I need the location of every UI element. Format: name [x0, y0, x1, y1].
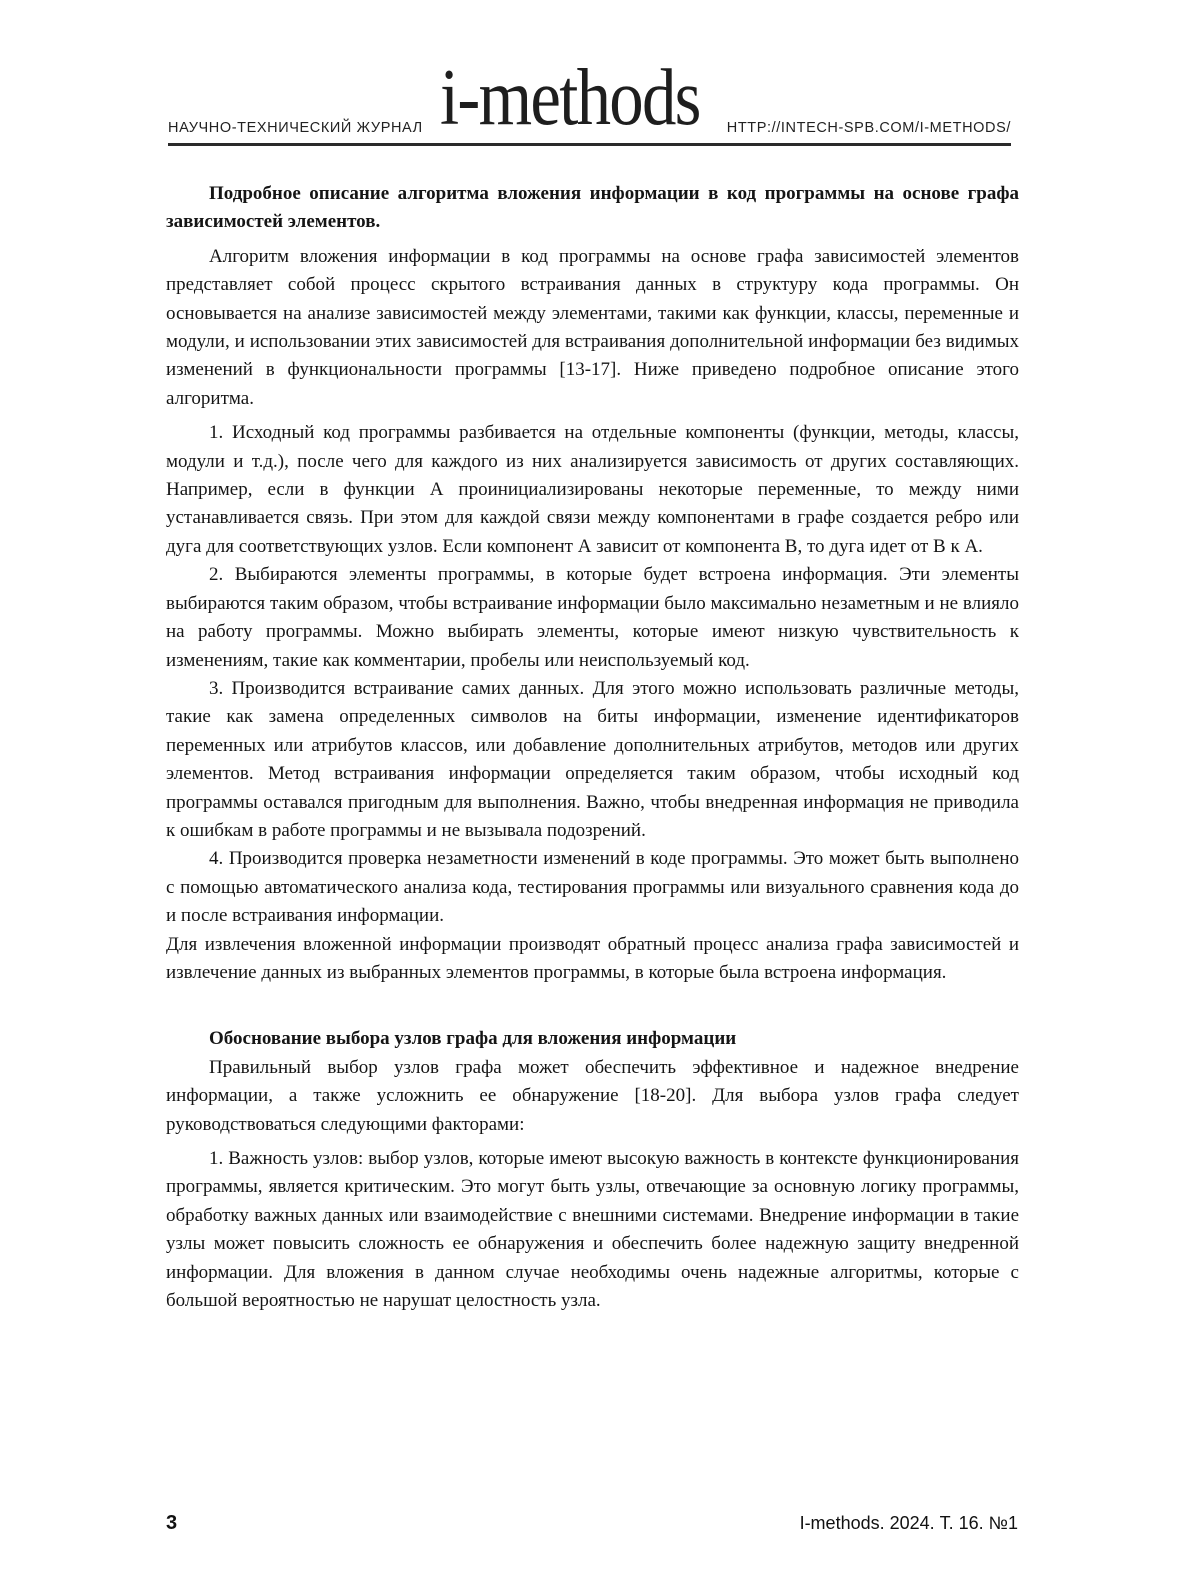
list-item-step-2: 2. Выбираются элементы программы, в которые будет встроена информация. Эти элементы выбираются таким образом, чтобы встраивание информации было максимально незаметным и не влияло на работу программы. Можно выбирать элементы, которые имеют низкую чувствительность к изменениям, такие как комментарии, пробелы или неиспользуемый код.	[166, 564, 1019, 671]
journal-citation: I-methods. 2024. Т. 16. №1	[799, 1513, 1018, 1533]
paragraph-intro: Алгоритм вложения информации в код программы на основе графа зависимостей элементов представляет собой процесс скрытого встраивания данных в структуру кода программы. Он основывается на анализе зависимостей между элементами, такими как функции, классы, переменные и модули, и использовании этих зависимостей для встраивания дополнительной информации без видимых изменений в функциональности программы [13-17]. Ниже приведено подробное описание этого алгоритма.	[166, 245, 1019, 409]
journal-logo: i-methods	[440, 54, 700, 142]
paragraph-extraction: Для извлечения вложенной информации производят обратный процесс анализа графа зависимостей и извлечение данных из выбранных элементов программы, в которые была встроена информация.	[166, 933, 1019, 983]
journal-type: НАУЧНО-ТЕХНИЧЕСКИЙ ЖУРНАЛ	[168, 120, 423, 136]
journal-url[interactable]: HTTP://INTECH-SPB.COM/I-METHODS/	[726, 120, 1011, 136]
section-heading-algorithm: Подробное описание алгоритма вложения информации в код программы на основе графа зависимостей элементов.	[166, 183, 1019, 233]
list-item-step-4: 4. Производится проверка незаметности изменений в коде программы. Это может быть выполнено с помощью автоматического анализа кода, тестирования программы или визуального сравнения кода до и после встраивания информации.	[166, 848, 1019, 927]
page-number: 3	[166, 1512, 178, 1534]
list-item-step-3: 3. Производится встраивание самих данных. Для этого можно использовать различные методы, такие как замена определенных символов на биты информации, изменение идентификаторов переменных или атрибутов классов, или добавление дополнительных атрибутов, методов или других элементов. Метод встраивания информации определяется таким образом, чтобы исходный код программы оставался пригодным для выполнения. Важно, чтобы внедренная информация не приводила к ошибкам в работе программы и не вызывала подозрений.	[166, 677, 1019, 841]
journal-header	[168, 54, 1011, 148]
paragraph-node-selection-intro: Правильный выбор узлов графа может обеспечить эффективное и надежное внедрение информации, а также усложнить ее обнаружение [18-20]. Для выбора узлов графа следует руководствоваться следующими факторами:	[166, 1056, 1019, 1135]
header-rule	[168, 143, 1011, 146]
list-item-step-1: 1. Исходный код программы разбивается на отдельные компоненты (функции, методы, классы, модули и т.д.), после чего для каждого из них анализируется зависимость от других составляющих. Например, если в функции А проинициализированы некоторые переменные, то между ними устанавливается связь. При этом для каждой связи между компонентами в графе создается ребро или дуга для соответствующих узлов. Если компонент А зависит от компонента В, то дуга идет от В к А.	[166, 422, 1019, 557]
article-body	[166, 180, 1019, 1315]
list-item-factor-1: 1. Важность узлов: выбор узлов, которые имеют высокую важность в контексте функционирования программы, является критическим. Это могут быть узлы, отвечающие за основную логику программы, обработку важных данных или взаимодействие с внешними системами. Внедрение информации в такие узлы может повысить сложность ее обнаружения и обеспечить более надежную защиту внедренной информации. Для вложения в данном случае необходимы очень надежные алгоритмы, которые с большой вероятностью не нарушат целостность узла.	[166, 1148, 1019, 1312]
section-heading-node-selection: Обоснование выбора узлов графа для вложения информации	[209, 1028, 737, 1050]
